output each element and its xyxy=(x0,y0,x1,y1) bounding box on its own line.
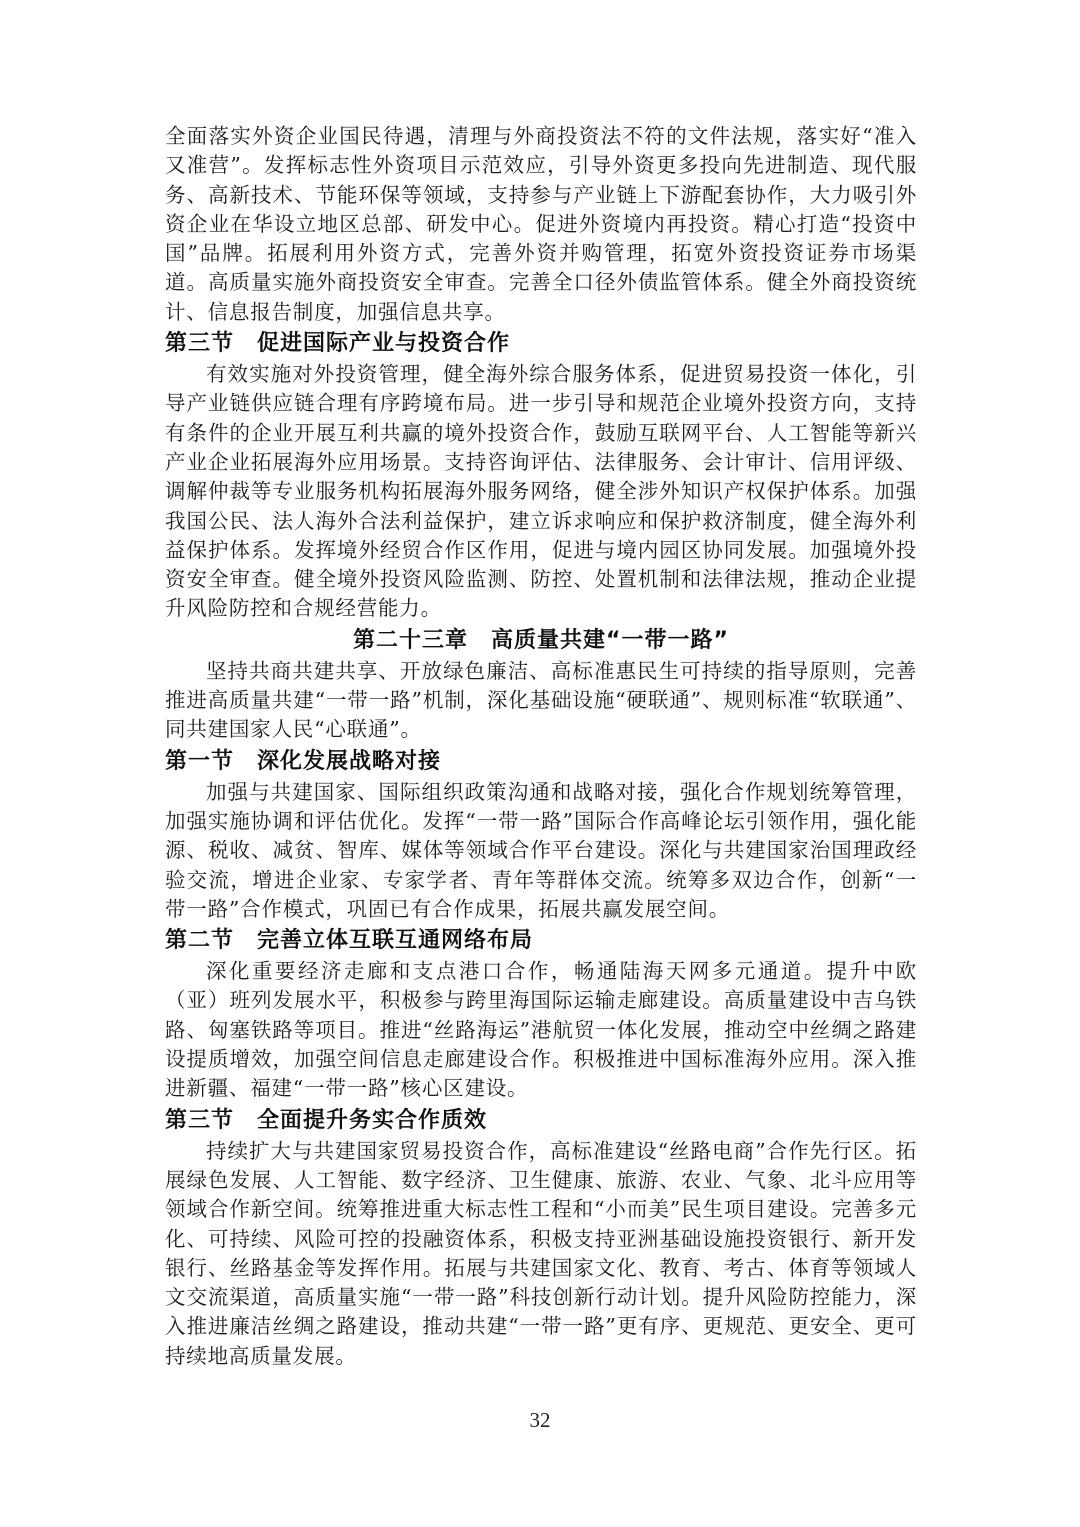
page-number: 32 xyxy=(529,1408,551,1432)
chapter-heading-23-belt-and-road: 第二十三章 高质量共建“一带一路” xyxy=(353,627,729,653)
section-heading-3-practical-cooperation: 第三节 全面提升务实合作质效 xyxy=(165,1107,488,1133)
paragraph-belt-road-principles: 坚持共商共建共享、开放绿色廉洁、高标准惠民生可持续的指导原则，完善推进高质量共建“一带一路”机制，深化基础设施“硬联通”、规则标准“软联通”、同共建国家人民“心联通”。 xyxy=(165,658,917,742)
paragraph-foreign-investment: 全面落实外资企业国民待遇，清理与外商投资法不符的文件法规，落实好“准入又准营”。发挥标志性外资项目示范效应，引导外资更多投向先进制造、现代服务、高新技术、节能环保等领域，支持参与产业链上下游配套协作，大力吸引外资企业在华设立地区总部、研发中心。促进外资境内再投资。精心打造“投资中国”品牌。拓展利用外资方式，完善外资并购管理，拓宽外资投资证券市场渠道。高质量实施外商投资安全审查。完善全口径外债监管体系。健全外商投资统计、信息报告制度，加强信息共享。 xyxy=(165,124,917,324)
paragraph-trade-cooperation: 持续扩大与共建国家贸易投资合作，高标准建设“丝路电商”合作先行区。拓展绿色发展、人工智能、数字经济、卫生健康、旅游、农业、气象、北斗应用等领域合作新空间。统筹推进重大标志性工程和“小而美”民生项目建设。完善多元化、可持续、风险可控的投融资体系，积极支持亚洲基础设施投资银行、新开发银行、丝路基金等发挥作用。拓展与共建国家文化、教育、考古、体育等领域人文交流渠道，高质量实施“一带一路”科技创新行动计划。提升风险防控能力，深入推进廉洁丝绸之路建设，推动共建“一带一路”更有序、更规范、更安全、更可持续地高质量发展。 xyxy=(165,1138,917,1368)
section-heading-1-strategy-alignment: 第一节 深化发展战略对接 xyxy=(165,748,442,774)
paragraph-policy-communication: 加强与共建国家、国际组织政策沟通和战略对接，强化合作规划统筹管理，加强实施协调和评估优化。发挥“一带一路”国际合作高峰论坛引领作用，强化能源、税收、减贫、智库、媒体等领域合作平台建设。深化与共建国家治国理政经验交流，增进企业家、专家学者、青年等群体交流。统筹多双边合作，创新“一带一路”合作模式，巩固已有合作成果，拓展共赢发展空间。 xyxy=(165,779,917,921)
page-body xyxy=(165,122,917,1371)
section-heading-2-connectivity-network: 第二节 完善立体互联互通网络布局 xyxy=(165,928,534,954)
section-heading-3-investment-cooperation: 第三节 促进国际产业与投资合作 xyxy=(165,331,511,357)
paragraph-outbound-investment: 有效实施对外投资管理，健全海外综合服务体系，促进贸易投资一体化，引导产业链供应链合理有序跨境布局。进一步引导和规范企业境外投资方向，支持有条件的企业开展互利共赢的境外投资合作，鼓励互联网平台、人工智能等新兴产业企业拓展海外应用场景。支持咨询评估、法律服务、会计审计、信用评级、调解仲裁等专业服务机构拓展海外服务网络，健全涉外知识产权保护体系。加强我国公民、法人海外合法利益保护，建立诉求响应和保护救济制度，健全海外利益保护体系。发挥境外经贸合作区作用，促进与境内园区协同发展。加强境外投资安全审查。健全境外投资风险监测、防控、处置机制和法律法规，推动企业提升风险防控和合规经营能力。 xyxy=(165,362,917,621)
paragraph-economic-corridors: 深化重要经济走廊和支点港口合作，畅通陆海天网多元通道。提升中欧（亚）班列发展水平，积极参与跨里海国际运输走廊建设。高质量建设中吉乌铁路、匈塞铁路等项目。推进“丝路海运”港航贸一体化发展，推动空中丝绸之路建设提质增效，加强空间信息走廊建设合作。积极推进中国标准海外应用。深入推进新疆、福建“一带一路”核心区建设。 xyxy=(165,959,917,1101)
